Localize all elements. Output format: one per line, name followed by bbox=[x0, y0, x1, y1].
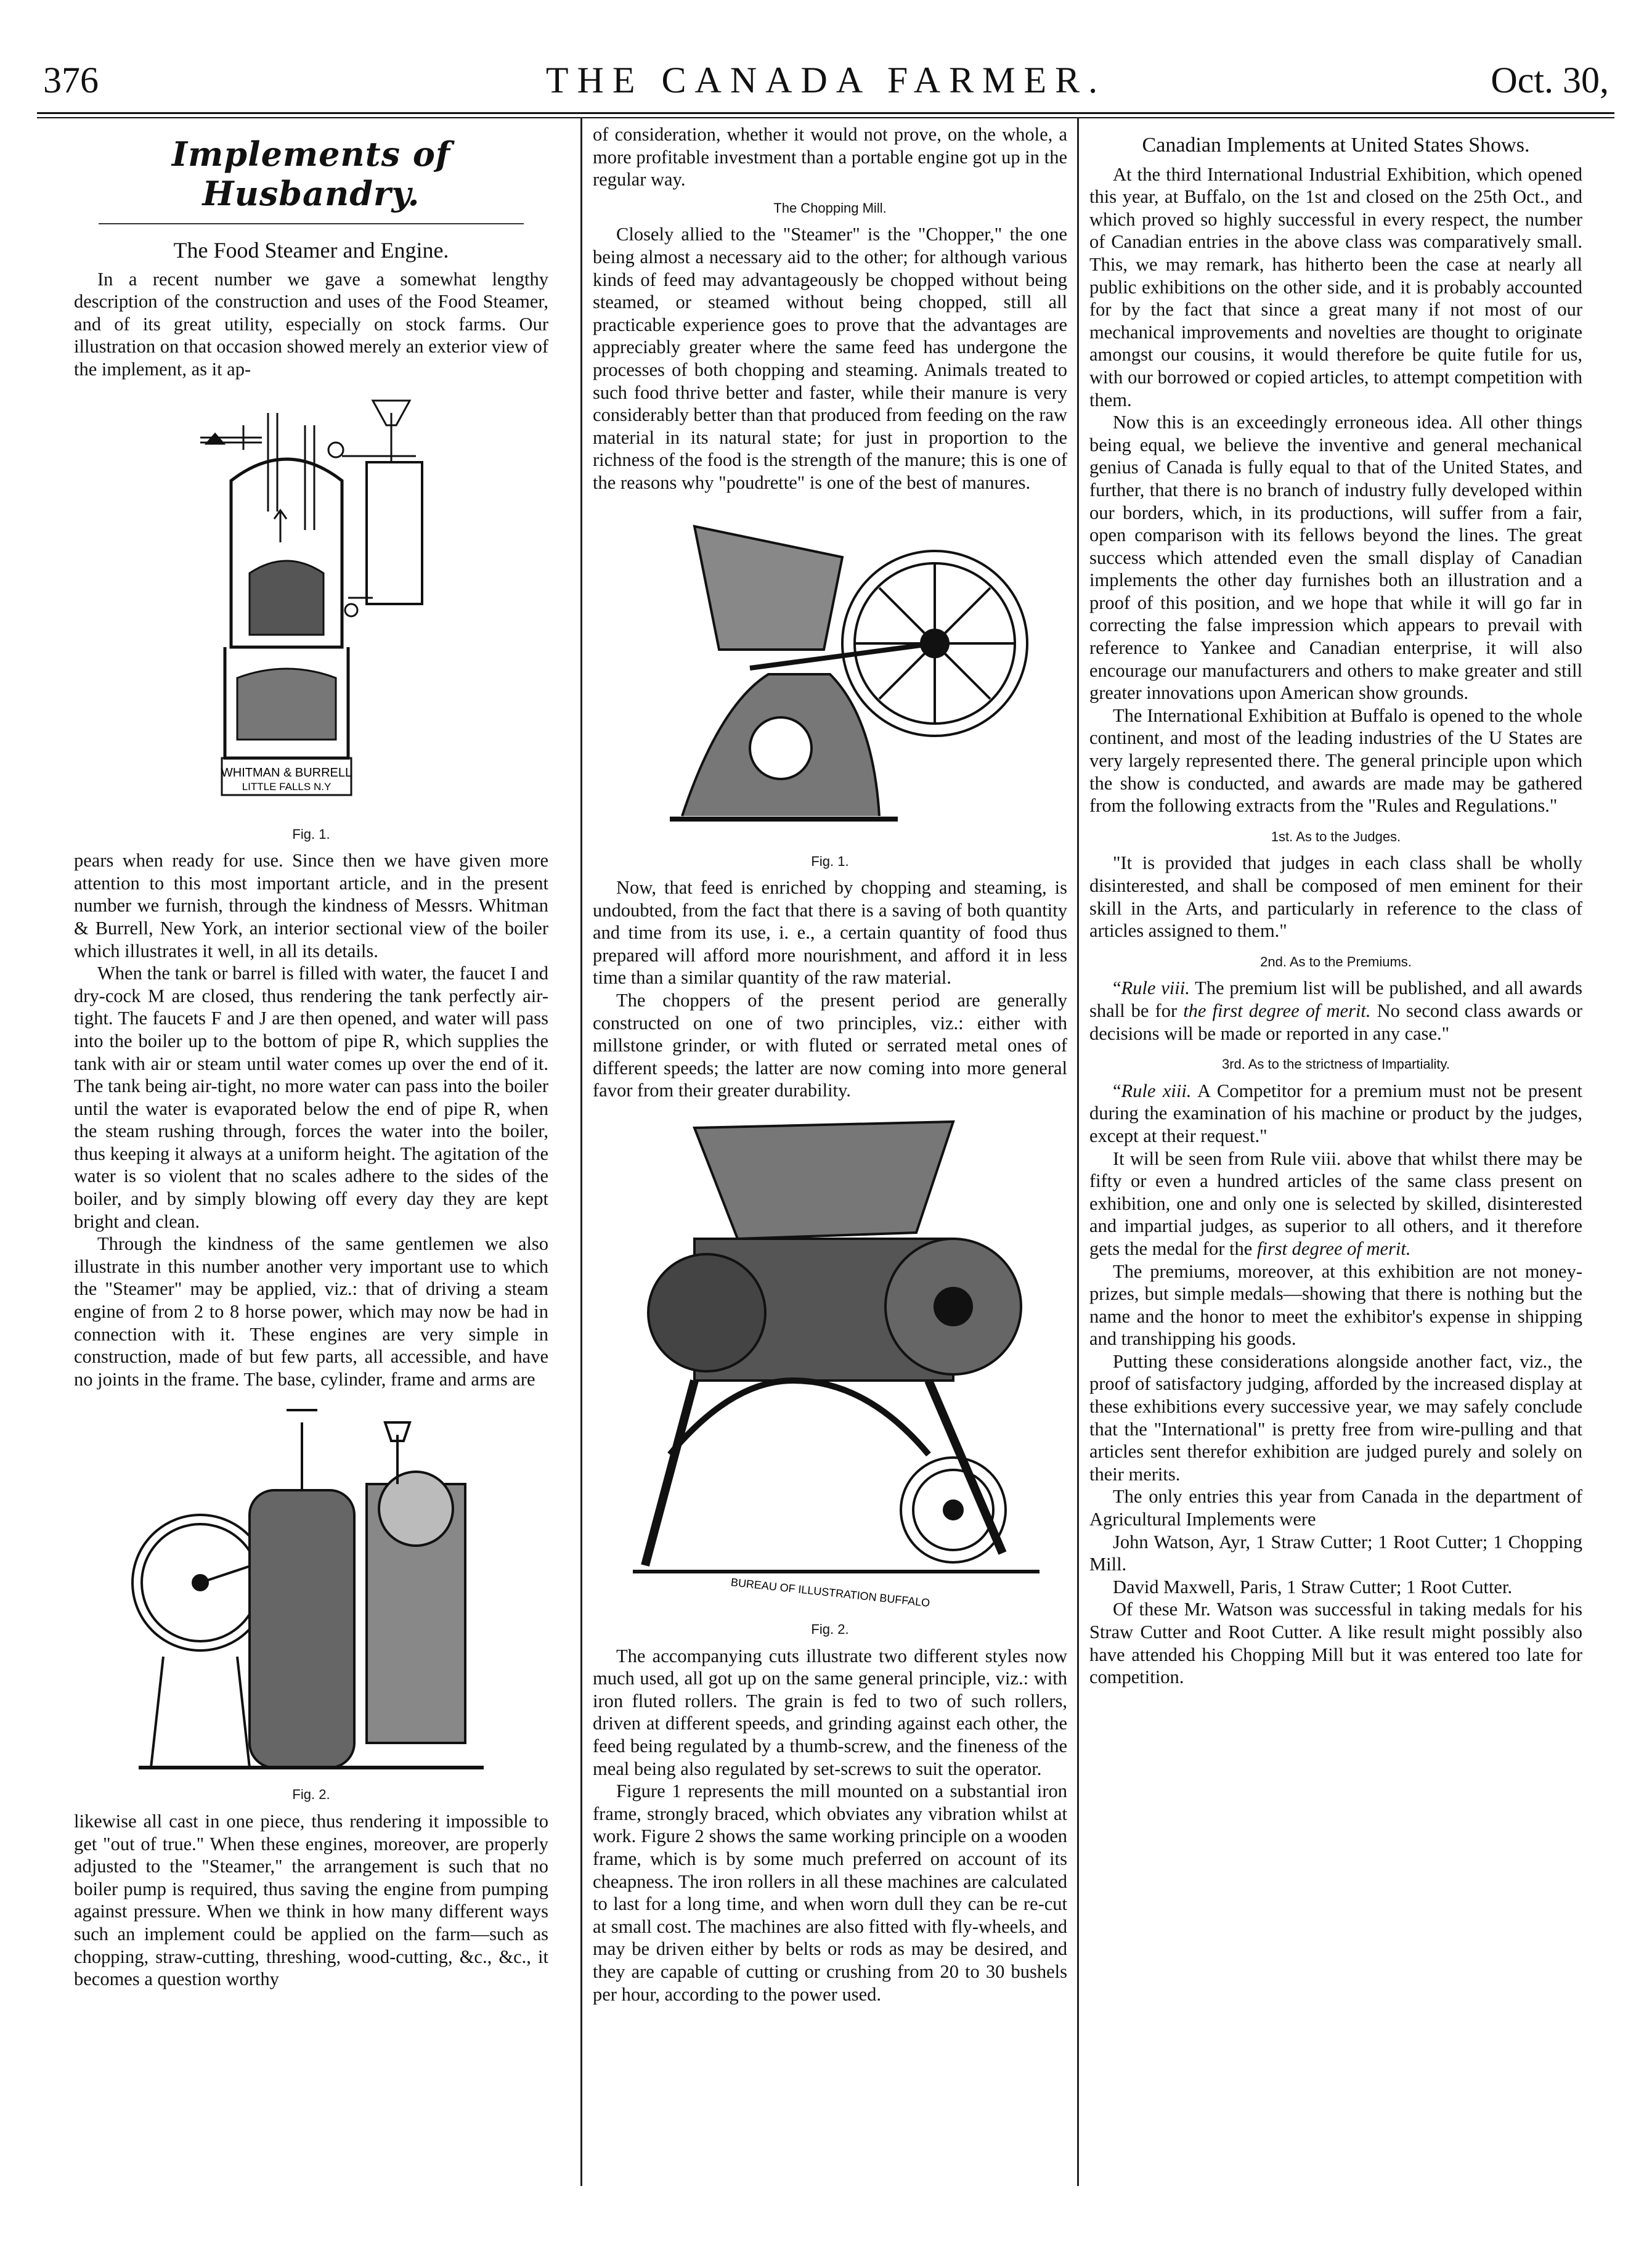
header-rule-top bbox=[37, 112, 1614, 114]
engraver-credit: BUREAU OF ILLUSTRATION BUFFALO bbox=[730, 1576, 931, 1609]
paragraph: Closely allied to the "Steamer" is the "Chopper," the one being almost a necessary aid to the other; for although various kinds of feed may advantageously be chopped without being steamed, or steamed without being chopped, still all practicable experience goes to prove that the advantages are appreciably greater where the same feed has undergone the processes of both chopping and steaming. Animals treated to such food thrive better and faster, while their manure is very considerably better than that produced from feeding on the raw material in its natural state; for just in proportion to the richness of the food is the strength of the manure; this is one of the reasons why "poudrette" is one of the best of manures. bbox=[593, 224, 1067, 493]
steam-engine-illustration bbox=[114, 1398, 508, 1780]
paragraph: likewise all cast in one piece, thus rendering it impossible to get "out of true." When these engines, moreover, are properly adjusted to the "Steamer," the arrangement is such that no boiler pump is required, thus saving the engine from pumping against pressure. When we think in how many different ways such an implement could be applied on the farm—such as chopping, straw-cutting, threshing, wood-cutting, &c., &c., it becomes a question worthy bbox=[74, 1811, 548, 1990]
section-title-chopping-mill: The Chopping Mill. bbox=[773, 200, 887, 216]
paragraph: The accompanying cuts illustrate two different styles now much used, all got up on the same general principle, viz.: with iron fluted rollers. The grain is fed to two of such rollers, driven at different speeds, and grinding against each other, the feed being regulated by a thumb-screw, and the fineness of the meal being also regulated by set-screws to suit the operator. bbox=[593, 1645, 1067, 1779]
paragraph: "It is provided that judges in each class shall be wholly disinterested, and shall be composed of men eminent for their skill in the Arts, and particularly in reference to the class of articles assigned to them." bbox=[1089, 852, 1582, 942]
emphasis: the first degree of merit. bbox=[1183, 1000, 1371, 1021]
rule-viii-paragraph: “Rule viii. The premium list will be published, and all awards shall be for the first degree of merit. No second class awards or decisions will be made or reported in any case." bbox=[1089, 977, 1582, 1044]
paragraph: At the third International Industrial Exhibition, which opened this year, at Buffalo, on the 1st and closed on the 25th Oct., and which proved so highly successful in every respect, the number of Canadian entries in the above class was comparatively small. This, we may remark, has hitherto been the case at nearly all public exhibitions on the other side, and it is probably accounted for by the fact that since a great many if not most of our mechanical improvements and novelties are thought to originate amongst our cousins, it would therefore be quite futile for us, with our borrowed or copied articles, to attempt competition with them. bbox=[1089, 163, 1582, 410]
subheading-premiums: 2nd. As to the Premiums. bbox=[1260, 953, 1412, 969]
rule-label: Rule viii. bbox=[1121, 977, 1190, 999]
paragraph: When the tank or barrel is filled with water, the faucet I and dry-cock M are closed, thus rendering the tank perfectly air-tight. The faucets F and J are then opened, and water will pass into the boiler up to the bottom of pipe R, which supplies the tank with air or steam until water comes up over the end of it. The tank being air-tight, no more water can pass into the boiler until the water is evaporated below the end of pipe R, when the steam rushing through, forces the water into the boiler, thus keeping it always at a uniform height. The agitation of the water is so violent that no scales adhere to the sides of the boiler, and by simply blowing off every day they are kept bright and clean. bbox=[74, 963, 548, 1232]
header-rule-bottom bbox=[37, 117, 1614, 118]
column-2 bbox=[593, 123, 1067, 2005]
article-title-canadian-implements: Canadian Implements at United States Shows. bbox=[1142, 134, 1530, 157]
figure-caption: Fig. 1. bbox=[292, 826, 330, 842]
chopping-mill-iron-frame-illustration bbox=[627, 502, 1033, 847]
figure-caption: Fig. 2. bbox=[811, 1622, 849, 1638]
emphasis: first degree of merit. bbox=[1256, 1238, 1411, 1259]
paragraph: It will be seen from Rule viii. above that whilst there may be fifty or even a hundred articles of the same class present on exhibition, one and only one is selected by skilled, disinterested and impartial judges, as superior to all others, and it therefore gets the medal for the first degree of merit. bbox=[1089, 1148, 1582, 1259]
column-divider-1 bbox=[580, 117, 582, 2186]
figure-caption: Fig. 2. bbox=[292, 1787, 330, 1803]
page-number: 376 bbox=[43, 60, 99, 100]
paragraph: Figure 1 represents the mill mounted on a substantial iron frame, strongly braced, which obviates any vibration whilst at work. Figure 2 shows the same working principle on a wooden frame, which is by some much preferred on account of its cheapness. The iron rollers in all these machines are calculated to last for a long time, and when worn dull they can be re-cut at small cost. The machines are also fitted with fly-wheels, and may be driven either by belts or rods as may be desired, and they are capable of cutting or crushing from 20 to 30 bushels per hour, according to the power used. bbox=[593, 1781, 1067, 2005]
title-rule bbox=[99, 223, 524, 224]
paragraph: The only entries this year from Canada in the department of Agricultural Implements were bbox=[1089, 1486, 1582, 1530]
article-title-food-steamer: The Food Steamer and Engine. bbox=[173, 238, 449, 263]
column-3 bbox=[1089, 123, 1582, 1689]
paragraph: In a recent number we gave a somewhat lengthy description of the construction and uses of the Food Steamer, and of its great utility, especially on stock farms. Our illustration on that occasion showed merely an exterior view of the implement, as it ap- bbox=[74, 268, 548, 380]
rule-label: Rule xiii. bbox=[1121, 1080, 1192, 1101]
paragraph: Now this is an exceedingly erroneous idea. All other things being equal, we believe the inventive and general mechanical genius of Canada is fully equal to that of the United States, and further, that there is no branch of industry fully developed within our borders, which, in its productions, will suffer from a fair, open comparison with its fellows beyond the lines. The great success which attended even the small display of Canadian implements the other day furnishes both an illustration and a proof of this position, and we hope that while it will go far in correcting the false impression which appears to prevail with reference to Yankee and Canadian enterprise, it will also encourage our manufacturers and others to make greater and still greater innovations upon American show grounds. bbox=[1089, 412, 1582, 704]
rule-xiii-paragraph: “Rule xiii. A Competitor for a premium must not be present during the examination of his machine or product by the judges, except at their request." bbox=[1089, 1080, 1583, 1146]
figure-caption: Fig. 1. bbox=[811, 853, 849, 869]
column-divider-2 bbox=[1077, 117, 1079, 2186]
paragraph: Putting these considerations alongside another fact, viz., the proof of satisfactory judging, afforded by the increased display at these exhibitions every successive year, we may safely conclude that the "International" is pretty free from wire-pulling and that articles sent therefor exhibition are judged purely and solely on their merits. bbox=[1089, 1350, 1582, 1485]
entry-line: David Maxwell, Paris, 1 Straw Cutter; 1 Root Cutter. bbox=[1113, 1576, 1513, 1597]
steamer-maker-plate-line2: LITTLE FALLS N.Y bbox=[242, 780, 332, 793]
paragraph: Now, that feed is enriched by chopping and steaming, is undoubted, from the fact that there is a saving of both quantity and time from its use, i. e., a certain quantity of food thus prepared will afford more nourishment, and afford it in less time than a similar quantity of the raw material. bbox=[593, 877, 1067, 989]
column-1 bbox=[74, 123, 548, 1991]
department-title: Implements of Husbandry. bbox=[171, 134, 451, 213]
paragraph: The choppers of the present period are generally constructed on one of two principles, viz.: either with millstone grinder, or with fluted or serrated metal ones of different speeds; the latter are now coming into more general favor from their greater durability. bbox=[593, 990, 1067, 1101]
paragraph: Through the kindness of the same gentlemen we also illustrate in this number another very important use to which the "Steamer" may be applied, viz.: that of driving a steam engine of from 2 to 8 horse power, which may now be had in connection with it. These engines are very simple in construction, made of but few parts, all accessible, and have no joints in the frame. The base, cylinder, frame and arms are bbox=[74, 1233, 548, 1390]
paragraph: The premiums, moreover, at this exhibition are not money-prizes, but simple medals—showing that there is nothing but the name and the honor to meet the exhibitor's expense in shipping and transhipping his goods. bbox=[1089, 1260, 1582, 1350]
paragraph: pears when ready for use. Since then we have given more attention to this most important article, and in the present number we furnish, through the kindness of Messrs. Whitman & Burrell, New York, an interior sectional view of the boiler which illustrates it well, in all its details. bbox=[74, 850, 548, 961]
paragraph: Of these Mr. Watson was successful in taking medals for his Straw Cutter and Root Cutter. A like result might possibly also have attended his Chopping Mill but it was entered too late for competition. bbox=[1089, 1599, 1582, 1688]
paragraph: of consideration, whether it would not prove, on the whole, a more profitable investment than a portable engine got up in the regular way. bbox=[593, 124, 1067, 190]
masthead-title: THE CANADA FARMER. bbox=[545, 60, 1107, 100]
steamer-section-illustration bbox=[188, 388, 434, 820]
chopping-mill-wood-frame-illustration bbox=[608, 1109, 1052, 1615]
entry-line: John Watson, Ayr, 1 Straw Cutter; 1 Root Cutter; 1 Chopping Mill. bbox=[1089, 1531, 1582, 1575]
subheading-judges: 1st. As to the Judges. bbox=[1271, 828, 1401, 844]
subheading-impartiality: 3rd. As to the strictness of Impartiality. bbox=[1221, 1056, 1451, 1072]
steamer-maker-plate-line1: WHITMAN & BURRELL bbox=[221, 765, 352, 780]
issue-date: Oct. 30, bbox=[1491, 60, 1609, 100]
paragraph: The International Exhibition at Buffalo is opened to the whole continent, and most of the leading industries of the U States are very largely represented there. The general principle upon which the show is conducted, and awards are made may be gathered from the following extracts from the "Rules and Regulations." bbox=[1089, 704, 1582, 817]
